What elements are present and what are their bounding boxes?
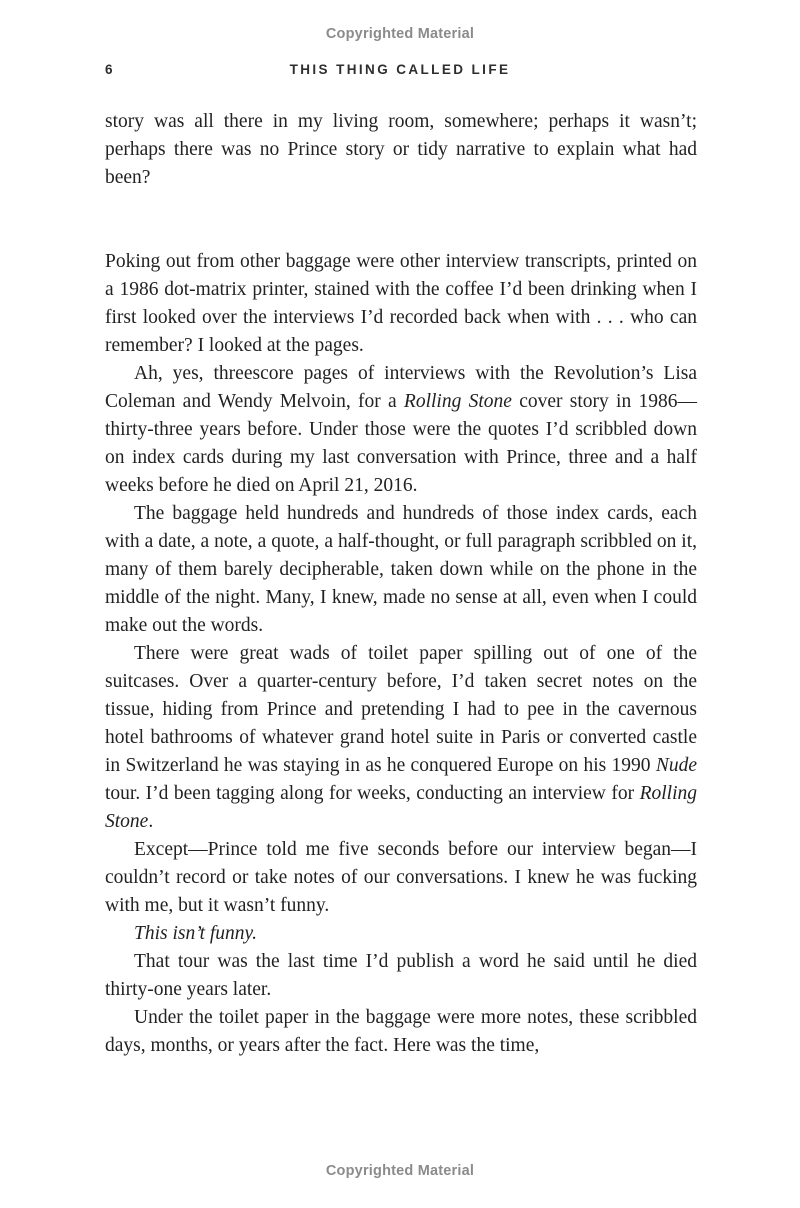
- text-run: That tour was the last time I’d publish a word he said until he died thirty-one years later.: [105, 951, 697, 1000]
- text-run: tour. I’d been tagging along for weeks, conducting an interview for: [105, 783, 640, 804]
- paragraph: [105, 248, 697, 360]
- text-run: story was all there in my living room, somewhere; perhaps it wasn’t; perhaps there was no Prince story or tidy narrative to explain what had been?: [105, 111, 697, 188]
- running-header: THIS THING CALLED LIFE: [289, 62, 511, 77]
- italic-text-run: Rolling Stone: [403, 391, 512, 412]
- paragraph: [105, 920, 697, 948]
- copyright-notice-bottom: Copyrighted Material: [325, 1163, 475, 1179]
- text-run: There were great wads of toilet paper spilling out of one of the suitcases. Over a quarter-century before, I’d taken secret notes on the tissue, hiding from Prince and pretending I had to pee in the cavernous hotel bathrooms of whatever grand hotel suite in Paris or converted castle in Switzerland he was staying in as he conquered Europe on his 1990: [105, 643, 697, 776]
- paragraph: [105, 108, 697, 192]
- italic-text-run: Rolling Stone: [105, 783, 697, 832]
- text-run: Under the toilet paper in the baggage were more notes, these scribbled days, months, or years after the fact. Here was the time,: [105, 1007, 697, 1056]
- paragraph: [105, 1004, 697, 1060]
- paragraph: [105, 948, 697, 1004]
- text-run: Ah, yes, threescore pages of interviews with the Revolution’s Lisa Coleman and Wendy Melvoin, for a: [105, 363, 697, 412]
- paragraph: [105, 836, 697, 920]
- text-run: cover story in 1986—thirty-three years before. Under those were the quotes I’d scribbled down on index cards during my last conversation with Prince, three and a half weeks before he died on April 21, 2016.: [105, 391, 697, 496]
- page-number: 6: [105, 62, 113, 77]
- paragraph: [105, 500, 697, 640]
- text-run: Poking out from other baggage were other interview transcripts, printed on a 1986 dot-matrix printer, stained with the coffee I’d been drinking when I first looked over the interviews I’d recorded back when with . . . who can remember? I looked at the pages.: [105, 251, 697, 356]
- body-text: [105, 108, 697, 1060]
- text-run: The baggage held hundreds and hundreds of those index cards, each with a date, a note, a quote, a half-thought, or full paragraph scribbled on it, many of them barely decipherable, taken down while on the phone in the middle of the night. Many, I knew, made no sense at all, even when I could make out the words.: [105, 503, 697, 636]
- text-run: Except—Prince told me five seconds before our interview began—I couldn’t record or take notes of our conversations. I knew he was fucking with me, but it wasn’t funny.: [105, 839, 697, 916]
- paragraph: [105, 640, 697, 836]
- paragraph: [105, 360, 697, 500]
- copyright-notice-top: Copyrighted Material: [325, 26, 475, 42]
- italic-text-run: This isn’t funny.: [134, 923, 257, 944]
- italic-text-run: Nude: [655, 755, 697, 776]
- text-run: .: [148, 811, 154, 832]
